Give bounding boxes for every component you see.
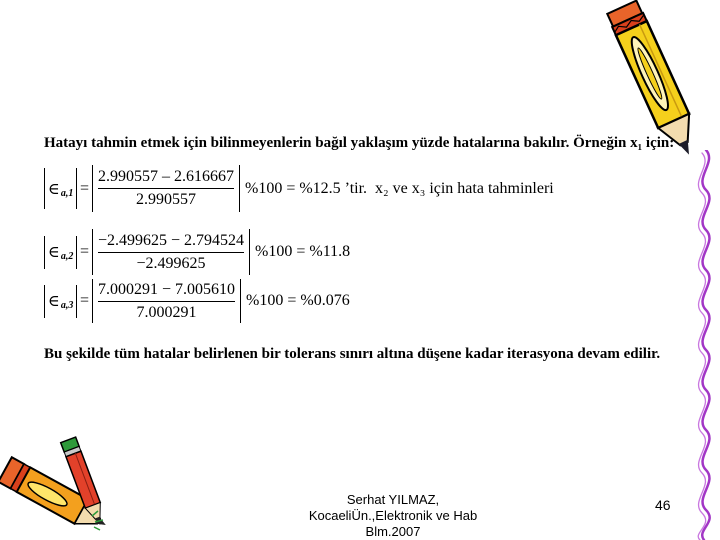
footer-author-line: KocaeliÜn.,Elektronik ve Hab bbox=[308, 508, 478, 523]
fraction-denominator: −2.499625 bbox=[98, 252, 244, 273]
equation-result: %100 = %11.8 bbox=[255, 243, 351, 260]
fraction-numerator: 2.990557 – 2.616667 bbox=[98, 168, 234, 185]
intro-text: Hatayı tahmin etmek için bilinmeyenlerin bağıl yaklaşım yüzde hatalarına bakılır. Örneğin x₁ için: bbox=[44, 135, 675, 151]
pencils-clipart-icon bbox=[0, 430, 150, 540]
abs-value-error-2 bbox=[44, 236, 77, 269]
fraction-numerator: −2.499625 − 2.794524 bbox=[98, 231, 245, 249]
footer-author-line: Blm.2007 bbox=[365, 524, 421, 539]
epsilon-symbol: ∈ bbox=[48, 242, 60, 261]
epsilon-subscript: a,2 bbox=[60, 251, 74, 262]
wavy-line-icon bbox=[684, 150, 720, 540]
epsilon-symbol: ∈ bbox=[48, 178, 60, 198]
epsilon-subscript: a,3 bbox=[60, 300, 74, 311]
footer-author bbox=[293, 492, 493, 540]
abs-value-error-1 bbox=[44, 168, 77, 209]
epsilon-symbol: ∈ bbox=[48, 291, 60, 310]
equals-sign: = bbox=[80, 243, 90, 260]
fraction-numerator: 7.000291 − 7.005610 bbox=[98, 280, 236, 298]
equation-row-1 bbox=[44, 165, 554, 212]
abs-value-error-3 bbox=[44, 285, 77, 318]
equation-result: %100 = %0.076 bbox=[246, 292, 350, 309]
abs-fraction bbox=[92, 279, 241, 323]
conclusion-text: Bu şekilde tüm hatalar belirlenen bir tolerans sınırı altına düşene kadar iterasyona devam edilir. bbox=[44, 346, 661, 362]
equation-result: %100 = %12.5 ’tir. x₂ ve x₃ için hata tahminleri bbox=[245, 179, 554, 197]
footer-author-line: Serhat YILMAZ, bbox=[346, 492, 440, 507]
equation-row-2 bbox=[44, 229, 350, 275]
abs-fraction bbox=[92, 165, 240, 212]
equals-sign: = bbox=[80, 292, 90, 309]
epsilon-subscript: a,1 bbox=[60, 187, 74, 199]
abs-fraction bbox=[92, 229, 250, 275]
fraction-denominator: 2.990557 bbox=[98, 188, 234, 209]
page-number: 46 bbox=[655, 497, 671, 513]
equals-sign: = bbox=[80, 179, 90, 197]
fraction-denominator: 7.000291 bbox=[98, 301, 235, 322]
equation-row-3 bbox=[44, 279, 350, 323]
